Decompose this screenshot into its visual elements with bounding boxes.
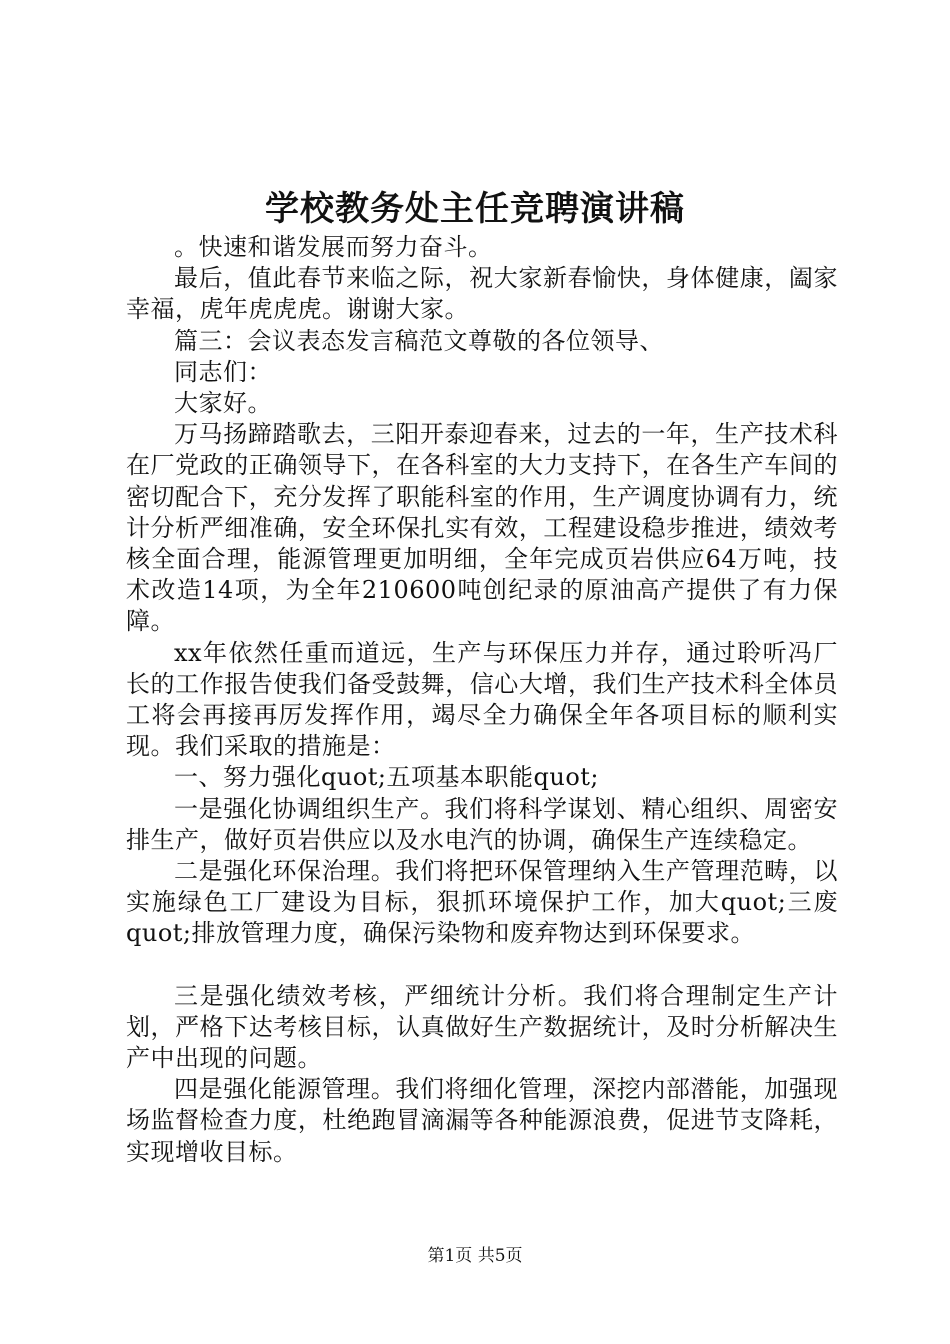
paragraph: 二是强化环保治理。我们将把环保管理纳入生产管理范畴，以实施绿色工厂建设为目标，狠抓环境保护工作，加大quot;三废quot;排放管理力度，确保污染物和废弃物达到环保要求。 [126,857,838,948]
paragraph: xx年依然任重而道远，生产与环保压力并存，通过聆听冯厂长的工作报告使我们备受鼓舞，信心大增，我们生产技术科全体员工将会再接再厉发挥作用，竭尽全力确保全年各项目标的顺利实现。我们采取的措施是： [126,638,838,761]
paragraph: 大家好。 [174,389,272,418]
paragraph: 同志们： [174,357,272,386]
paragraph: 一、努力强化quot;五项基本职能quot; [174,763,599,792]
paragraph: 三是强化绩效考核，严细统计分析。我们将合理制定生产计划，严格下达考核目标，认真做好生产数据统计，及时分析解决生产中出现的问题。 [126,981,838,1073]
paragraph: 最后，值此春节来临之际，祝大家新春愉快，身体健康，阖家幸福，虎年虎虎虎。谢谢大家。 [126,264,838,324]
paragraph: 万马扬蹄踏歌去，三阳开泰迎春来，过去的一年，生产技术科在厂党政的正确领导下，在各科室的大力支持下，在各生产车间的密切配合下，充分发挥了职能科室的作用，生产调度协调有力，统计分析严细准确，安全环保扎实有效，工程建设稳步推进，绩效考核全面合理，能源管理更加明细，全年完成页岩供应64万吨，技术改造14项，为全年210600吨创纪录的原油高产提供了有力保障。 [126,420,838,636]
paragraph: 篇三：会议表态发言稿范文尊敬的各位领导、 [174,326,664,355]
paragraph: 四是强化能源管理。我们将细化管理，深挖内部潜能，加强现场监督检查力度，杜绝跑冒滴漏等各种能源浪费，促进节支降耗，实现增收目标。 [126,1075,838,1166]
document-body [126,232,838,1168]
paragraph: 。快速和谐发展而努力奋斗。 [174,233,493,261]
page-footer: 第1页 共5页 [427,1246,523,1266]
paragraph: 一是强化协调组织生产。我们将科学谋划、精心组织、周密安排生产，做好页岩供应以及水电汽的协调，确保生产连续稳定。 [126,794,838,854]
document-title: 学校教务处主任竞聘演讲稿 [265,189,685,229]
